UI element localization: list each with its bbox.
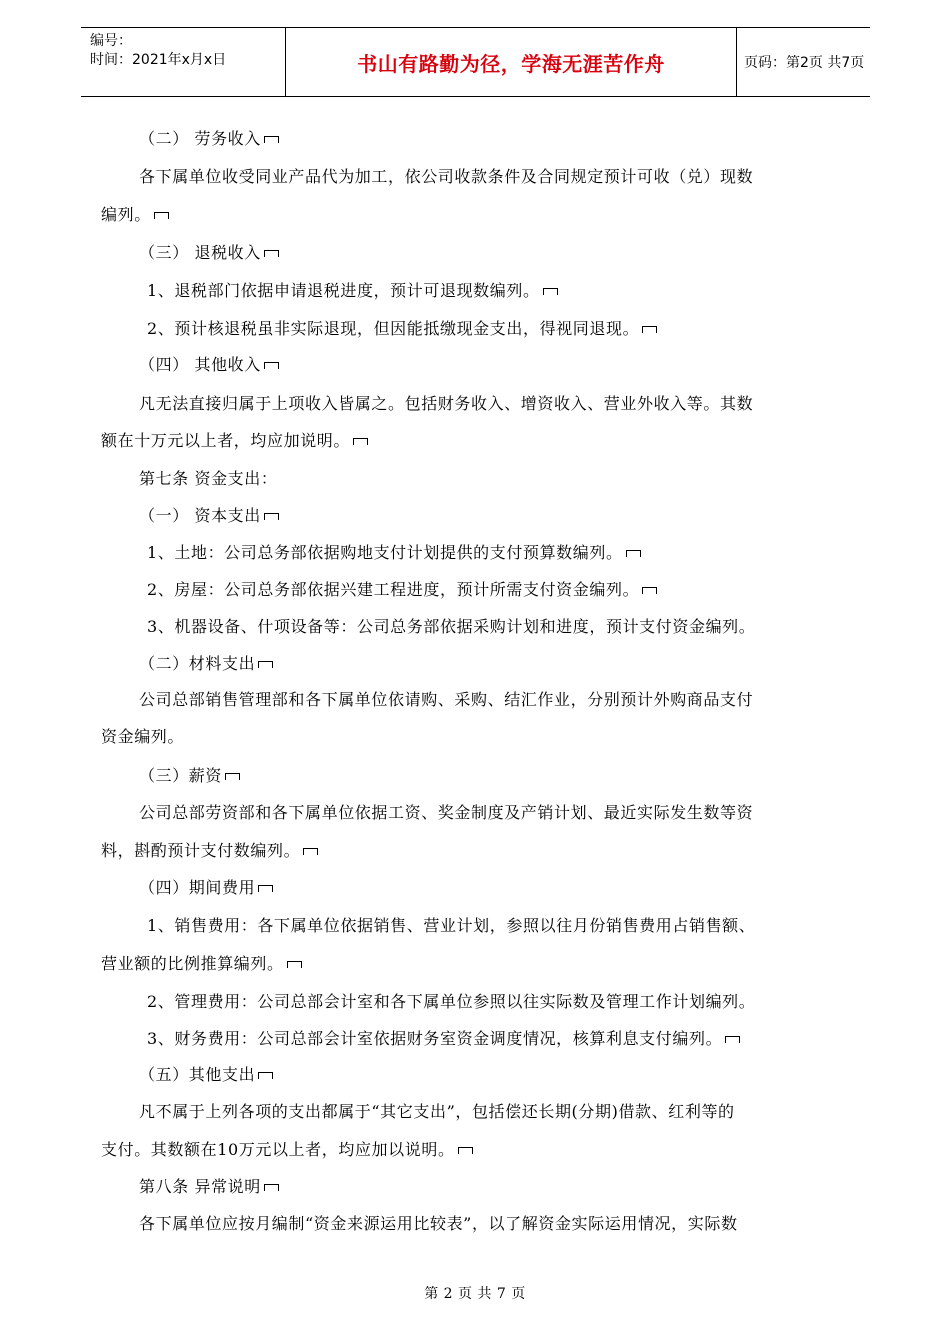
paragraph-line: 3、机器设备、什项设备等：公司总务部依据采购计划和进度，预计支付资金编列。 (147, 617, 756, 636)
paragraph-mark-icon (458, 1147, 473, 1154)
paragraph-mark-icon (264, 1184, 279, 1191)
paragraph-line: 第七条 资金支出： (139, 469, 278, 488)
paragraph-mark-icon (642, 587, 657, 594)
paragraph-line: 凡无法直接归属于上项收入皆属之。包括财务收入、增资收入、营业外收入等。其数 (139, 394, 754, 413)
paragraph-line: 2、预计核退税虽非实际退现，但因能抵缴现金支出，得视同退现。 (147, 319, 657, 339)
paragraph-line: 各下属单位收受同业产品代为加工，依公司收款条件及合同规定预计可收（兑）现数 (139, 167, 754, 186)
page-footer: 第 2 页 共 7 页 (424, 1286, 526, 1302)
paragraph-line: 3、财务费用：公司总部会计室依据财务室资金调度情况，核算利息支付编列。 (147, 1029, 740, 1049)
header-left-cell (81, 28, 285, 96)
paragraph-line: 1、土地：公司总务部依据购地支付计划提供的支付预算数编列。 (147, 543, 641, 563)
paragraph-mark-icon (258, 1072, 273, 1079)
paragraph-mark-icon (258, 885, 273, 892)
header-motto-cell (285, 28, 737, 96)
paragraph-line: （一） 资本支出 (139, 506, 279, 526)
paragraph-mark-icon (154, 212, 169, 219)
paragraph-line: （三） 退税收入 (139, 243, 279, 263)
paragraph-line: 支付。其数额在10万元以上者，均应加以说明。 (101, 1140, 473, 1160)
paragraph-mark-icon (543, 288, 558, 295)
paragraph-line: 2、管理费用：公司总部会计室和各下属单位参照以往实际数及管理工作计划编列。 (147, 992, 756, 1011)
paragraph-line: 营业额的比例推算编列。 (101, 954, 302, 974)
paragraph-mark-icon (264, 136, 279, 143)
motto-text: 书山有路勤为径，学海无涯苦作舟 (357, 51, 665, 76)
paragraph-line: （五）其他支出 (139, 1065, 273, 1085)
paragraph-line: 料，斟酌预计支付数编列。 (101, 841, 318, 861)
number-label: 编号： (90, 33, 132, 49)
paragraph-line: 凡不属于上列各项的支出都属于“其它支出”，包括偿还长期(分期)借款、红利等的 (139, 1102, 735, 1121)
paragraph-mark-icon (225, 773, 240, 780)
time-label: 时间：2021年x月x日 (90, 52, 227, 68)
paragraph-line: 公司总部销售管理部和各下属单位依请购、采购、结汇作业，分别预计外购商品支付 (139, 690, 754, 709)
paragraph-line: （三）薪资 (139, 766, 240, 786)
page-info: 页码：第2页 共7页 (744, 55, 865, 71)
paragraph-line: （二）材料支出 (139, 654, 273, 674)
paragraph-line: 1、销售费用：各下属单位依据销售、营业计划，参照以往月份销售费用占销售额、 (147, 916, 756, 935)
page-header (81, 27, 870, 97)
paragraph-mark-icon (264, 513, 279, 520)
paragraph-line: （四）期间费用 (139, 878, 273, 898)
paragraph-mark-icon (264, 250, 279, 257)
paragraph-line: 第八条 异常说明 (139, 1177, 279, 1197)
paragraph-mark-icon (303, 848, 318, 855)
paragraph-line: 各下属单位应按月编制“资金来源运用比较表”，以了解资金实际运用情况，实际数 (139, 1214, 738, 1233)
paragraph-line: （二） 劳务收入 (139, 129, 279, 149)
paragraph-mark-icon (642, 326, 657, 333)
paragraph-line: （四） 其他收入 (139, 355, 279, 375)
paragraph-line: 1、退税部门依据申请退税进度，预计可退现数编列。 (147, 281, 558, 301)
paragraph-line: 额在十万元以上者，均应加说明。 (101, 431, 368, 451)
header-page-cell (736, 28, 870, 96)
paragraph-line: 编列。 (101, 205, 169, 225)
paragraph-mark-icon (626, 550, 641, 557)
paragraph-mark-icon (725, 1036, 740, 1043)
paragraph-mark-icon (353, 438, 368, 445)
paragraph-mark-icon (287, 961, 302, 968)
paragraph-line: 2、房屋：公司总务部依据兴建工程进度，预计所需支付资金编列。 (147, 580, 657, 600)
paragraph-line: 公司总部劳资部和各下属单位依据工资、奖金制度及产销计划、最近实际发生数等资 (139, 803, 754, 822)
paragraph-mark-icon (264, 362, 279, 369)
paragraph-line: 资金编列。 (101, 727, 185, 746)
paragraph-mark-icon (258, 661, 273, 668)
